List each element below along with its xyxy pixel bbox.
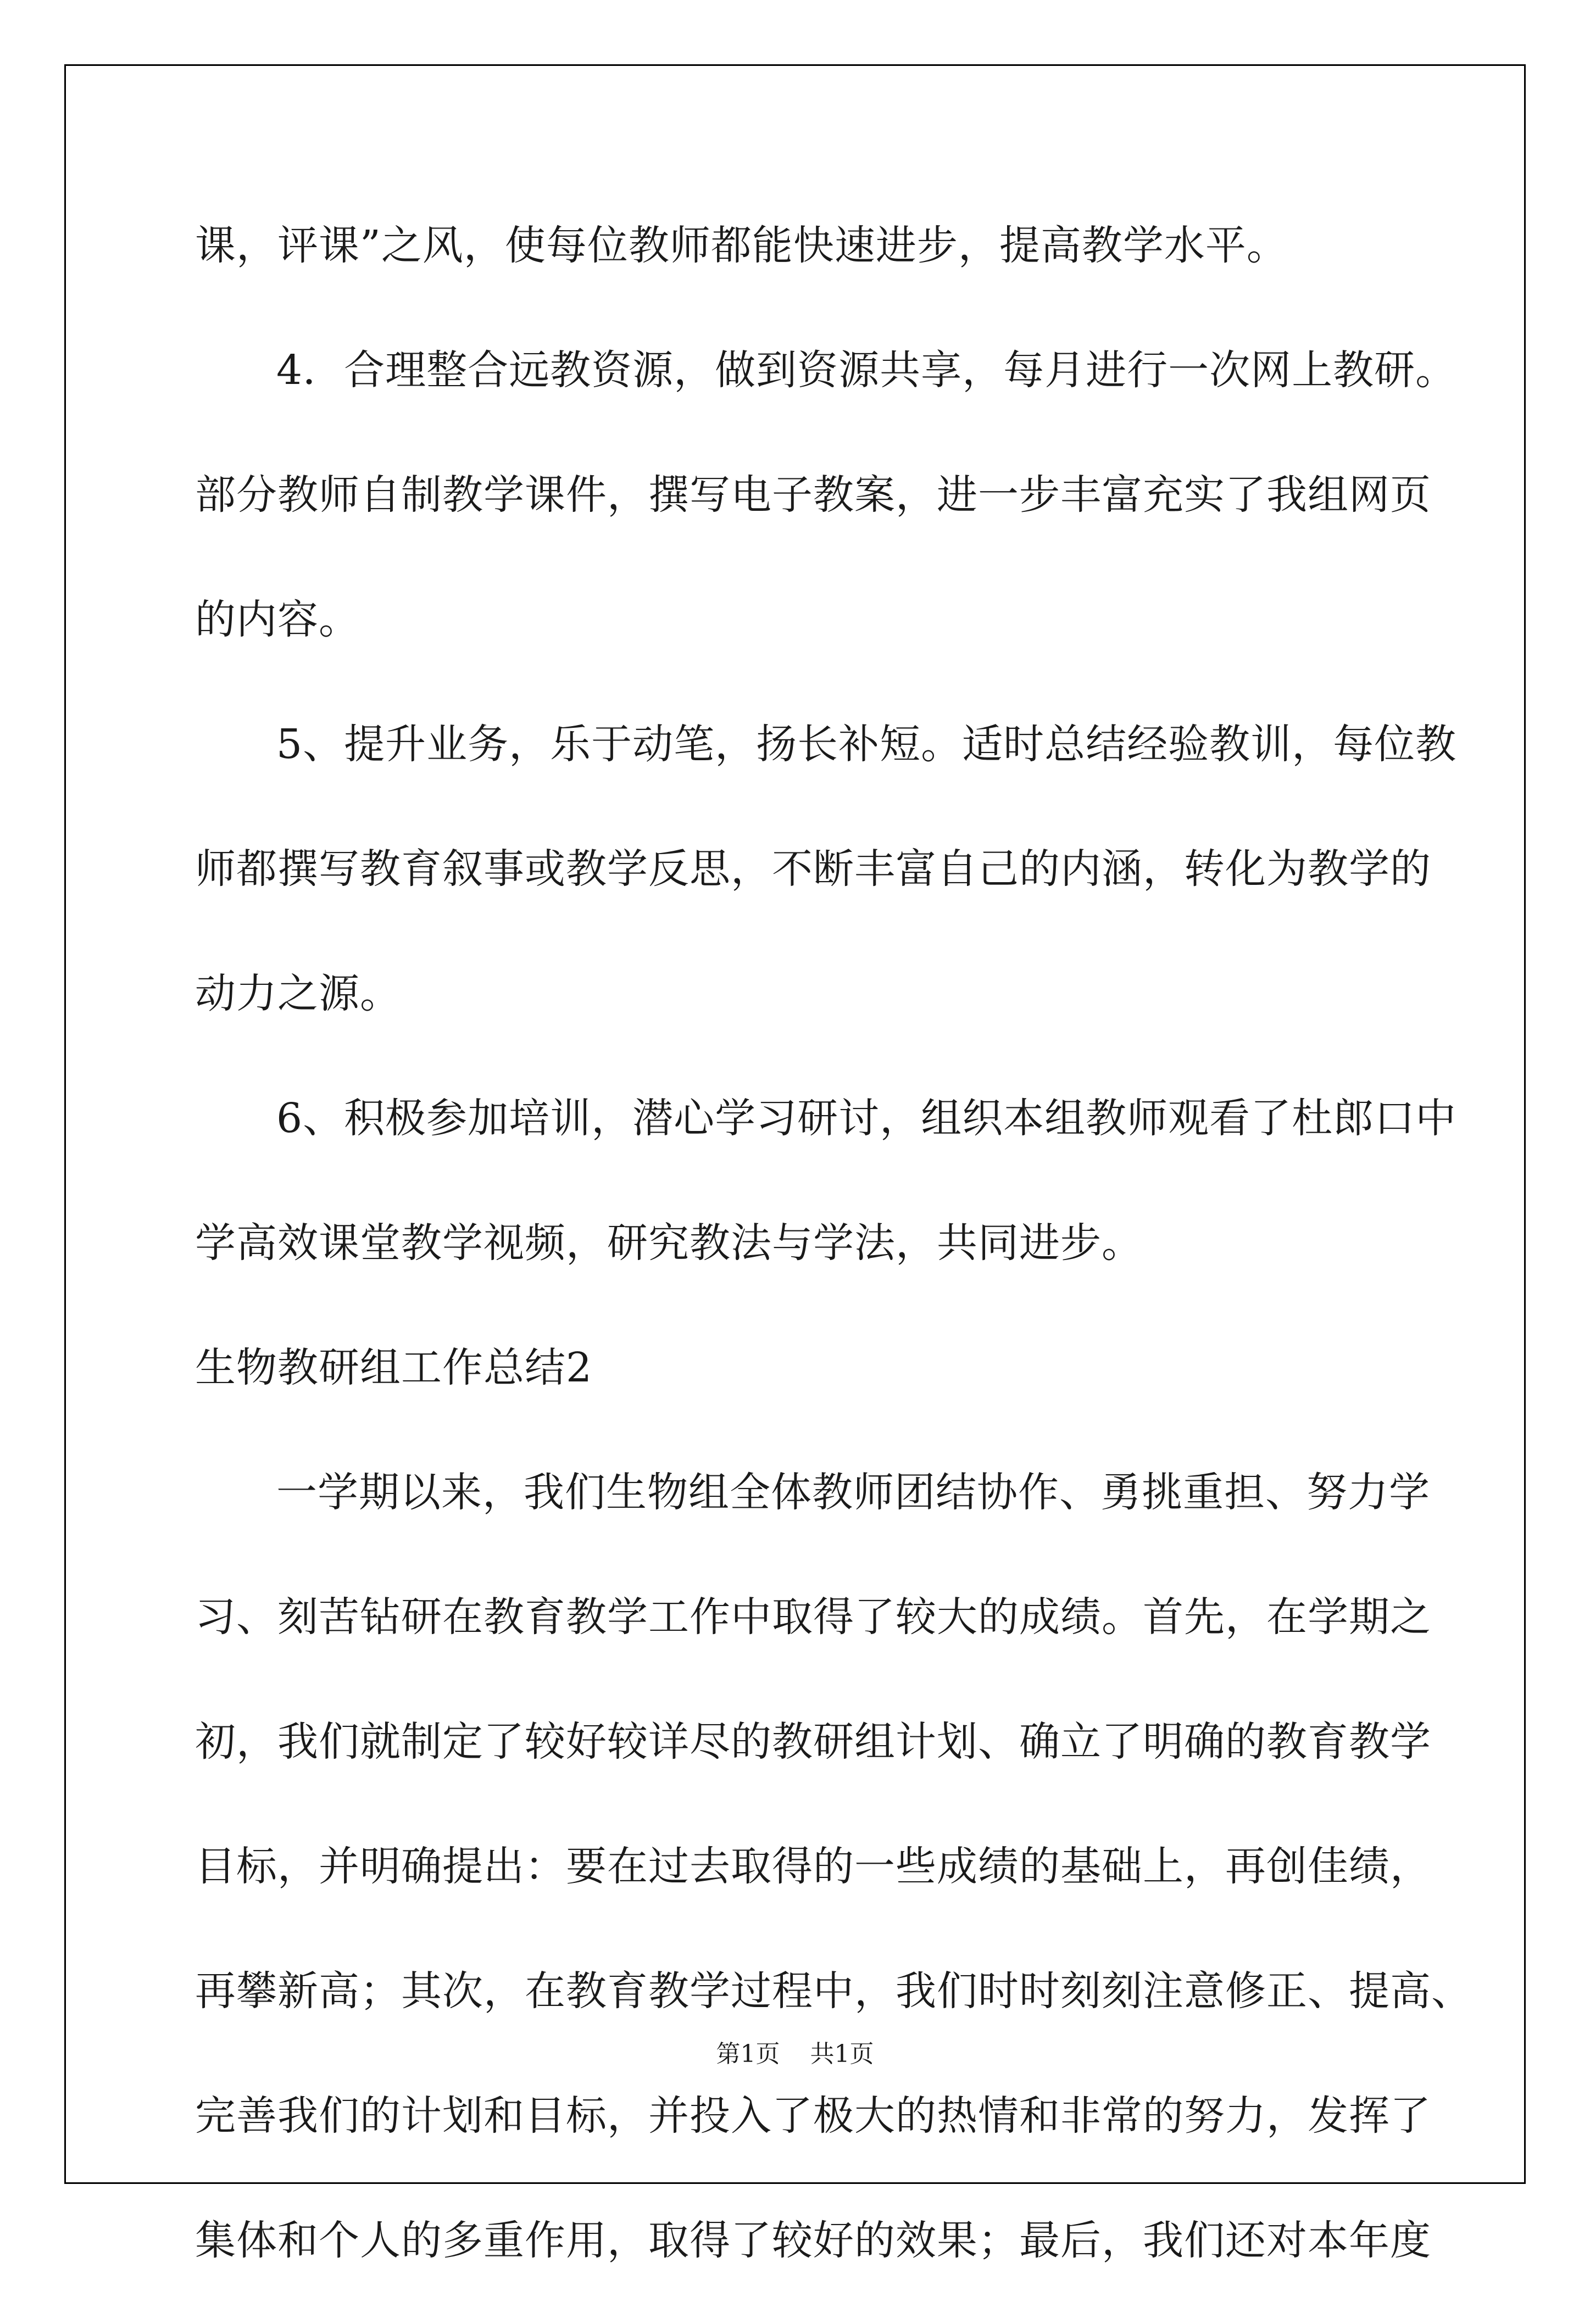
text-line: 部分教师自制教学课件，撰写电子教案，进一步丰富充实了我组网页 (195, 471, 1431, 519)
text-line: 习、刻苦钻研在教育教学工作中取得了较大的成绩。首先，在学期之 (195, 1593, 1431, 1641)
document-body (195, 204, 1472, 2324)
text-line: 集体和个人的多重作用，取得了较好的效果；最后，我们还对本年度 (195, 2217, 1431, 2264)
text-line: 一学期以来，我们生物组全体教师团结协作、勇挑重担、努力学 (276, 1469, 1430, 1516)
page-number: 第1页 (716, 2040, 780, 2068)
text-line: 师都撰写教育叙事或教学反思，不断丰富自己的内涵，转化为教学的 (195, 845, 1431, 893)
section-heading: 生物教研组工作总结2 (195, 1344, 593, 1391)
page-total: 共1页 (810, 2040, 874, 2068)
text-line: 再攀新高；其次，在教育教学过程中，我们时时刻刻注意修正、提高、 (195, 1968, 1472, 2015)
text-line: 的内容。 (195, 596, 360, 643)
text-line: 课，评课”之风，使每位教师都能快速进步，提高教学水平。 (195, 222, 1288, 269)
text-line: 目标，并明确提出：要在过去取得的一些成绩的基础上，再创佳绩， (195, 1843, 1431, 1890)
page-footer (0, 2038, 1590, 2071)
text-line: 4．合理整合远教资源，做到资源共享，每月进行一次网上教研。 (276, 347, 1457, 394)
text-line: 初，我们就制定了较好较详尽的教研组计划、确立了明确的教育教学 (195, 1718, 1431, 1765)
text-line: 6、积极参加培训，潜心学习研讨，组织本组教师观看了杜郎口中 (276, 1095, 1457, 1142)
text-line: 完善我们的计划和目标，并投入了极大的热情和非常的努力，发挥了 (195, 2092, 1431, 2139)
text-line: 5、提升业务，乐于动笔，扬长补短。适时总结经验教训，每位教 (276, 721, 1457, 768)
text-line: 学高效课堂教学视频，研究教法与学法，共同进步。 (195, 1219, 1143, 1267)
text-line: 动力之源。 (195, 970, 401, 1017)
